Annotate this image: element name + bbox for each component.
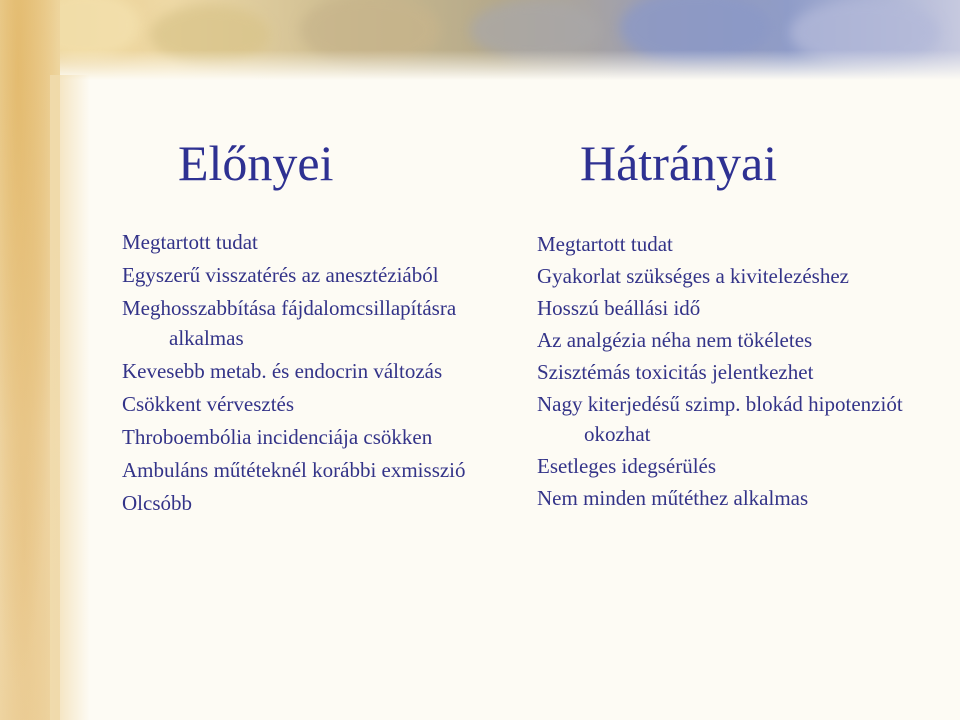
advantages-item: Megtartott tudat [122, 230, 258, 254]
disadvantages-item: Hosszú beállási idő [537, 296, 701, 320]
advantages-item: Throboembólia incidenciája csökken [122, 425, 433, 449]
advantages-list [122, 227, 512, 521]
disadvantages-item: Nagy kiterjedésű szimp. blokád hipotenziót okozhat [537, 392, 903, 446]
background-banner [0, 0, 960, 80]
advantages-item: Ambuláns műtéteknél korábbi exmisszió [122, 458, 466, 482]
disadvantages-item: Nem minden műtéthez alkalmas [537, 486, 809, 510]
disadvantages-item: Gyakorlat szükséges a kivitelezéshez [537, 264, 849, 288]
disadvantages-item: Az analgézia néha nem tökéletes [537, 328, 813, 352]
advantages-item: Meghosszabbítása fájdalomcsillapításra alkalmas [122, 296, 457, 350]
advantages-item: Egyszerű visszatérés az anesztéziából [122, 263, 439, 287]
disadvantages-list [537, 229, 937, 515]
disadvantages-item: Szisztémás toxicitás jelentkezhet [537, 360, 814, 384]
advantages-item: Olcsóbb [122, 491, 192, 515]
advantages-item: Kevesebb metab. és endocrin változás [122, 359, 443, 383]
advantages-title: Előnyei [178, 135, 334, 191]
advantages-item: Csökkent vérvesztés [122, 392, 295, 416]
background-fade [50, 75, 90, 720]
disadvantages-title: Hátrányai [580, 135, 778, 191]
disadvantages-item: Megtartott tudat [537, 232, 673, 256]
disadvantages-item: Esetleges idegsérülés [537, 454, 717, 478]
